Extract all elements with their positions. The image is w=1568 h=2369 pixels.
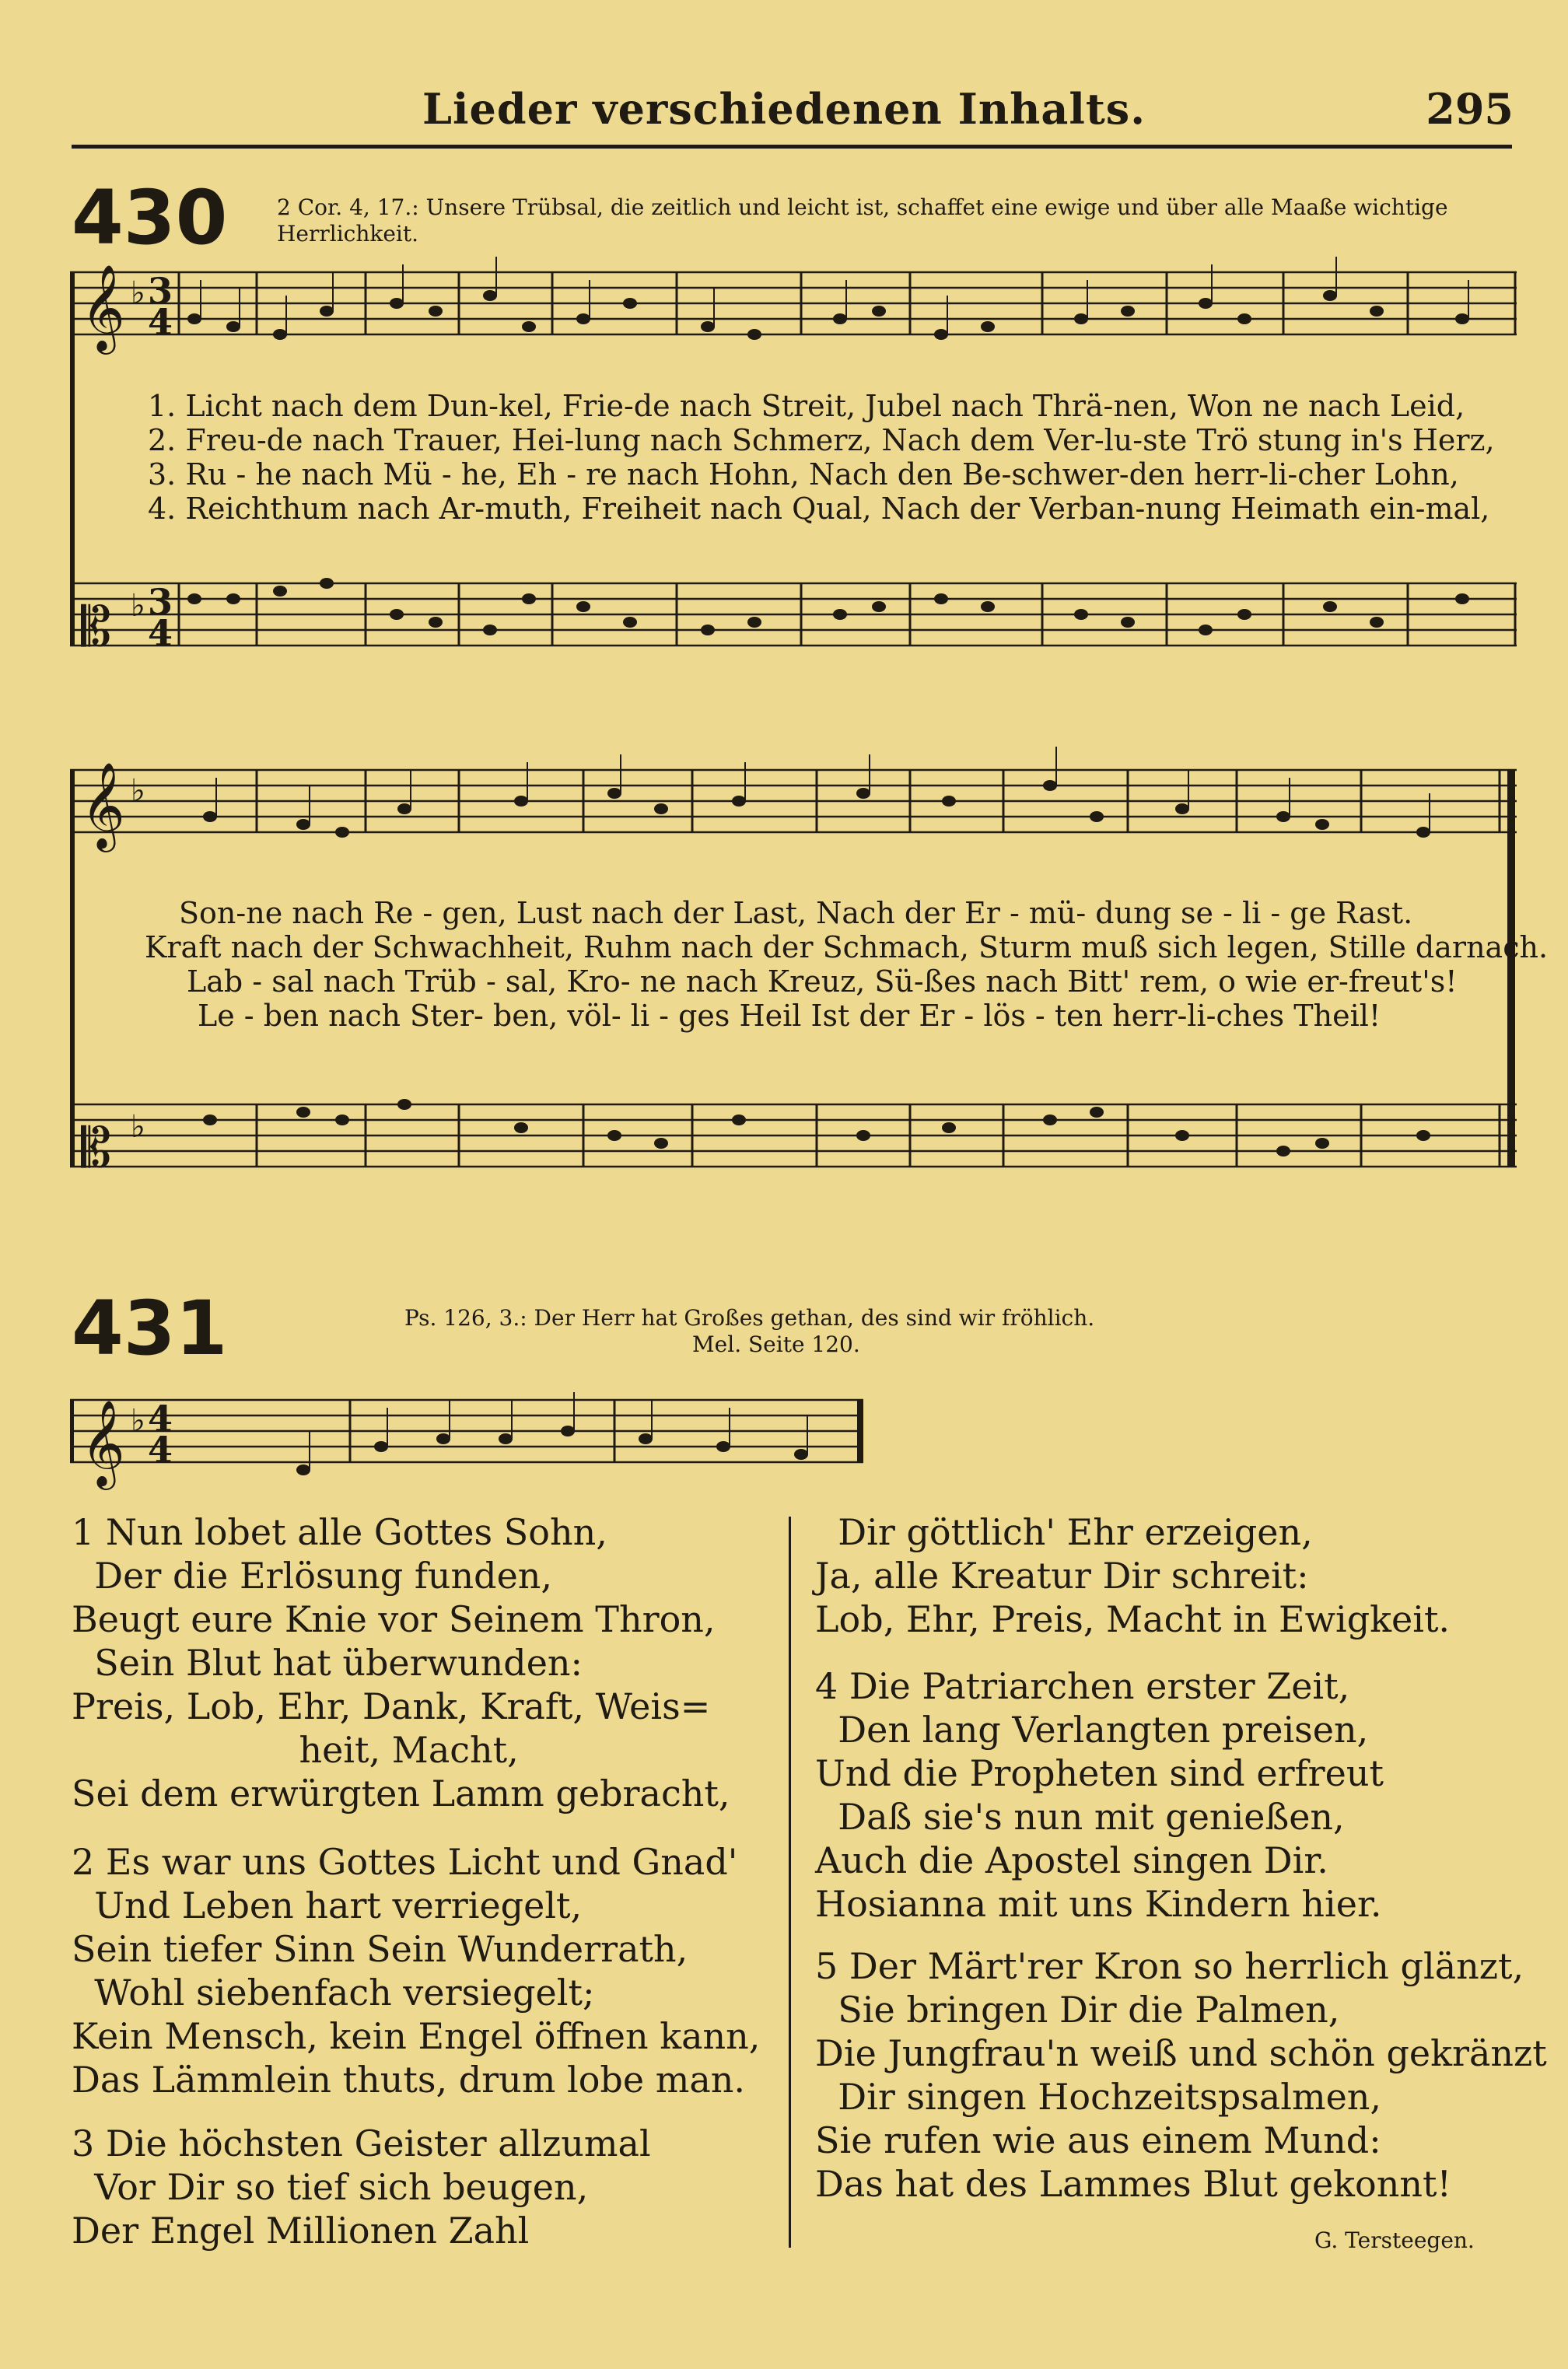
hymn-431-verse-3-continued: Dir göttlich' Ehr erzeigen, Ja, alle Kreatur Dir schreit: Lob, Ehr, Preis, Macht in Ewigkeit. bbox=[815, 1511, 1451, 1640]
svg-text:♭: ♭ bbox=[131, 1403, 145, 1439]
hymn-430-refrain-line-1: Son-ne nach Re - gen, Lust nach der Last, Nach der Er - mü- dung se - li - ge Rast. bbox=[179, 896, 1413, 930]
running-header-title: Lieder verschiedenen Inhalts. bbox=[422, 84, 1146, 134]
svg-text:𝄡: 𝄡 bbox=[81, 595, 112, 659]
hymn-431-author: G. Tersteegen. bbox=[1314, 2227, 1475, 2253]
hymn-430-refrain-line-3: Lab - sal nach Trüb - sal, Kro- ne nach Kreuz, Sü-ßes nach Bitt' rem, o wie er-freut's! bbox=[187, 964, 1458, 999]
svg-text:4: 4 bbox=[148, 1398, 173, 1440]
hymn-430-lyrics-line-2: 2. Freu-de nach Trauer, Hei-lung nach Schmerz, Nach dem Ver-lu-ste Trö stung in's Herz, bbox=[148, 423, 1495, 457]
hymn-431-verse-2: 2 Es war uns Gottes Licht und Gnad' Und Leben hart verriegelt, Sein tiefer Sinn Sein Wunderrath, Wohl siebenfach versiegelt; Kein Mensch, kein Engel öffnen kann, Das Lämmlein thuts, drum lobe man. bbox=[72, 1841, 761, 2101]
hymn-431-epigraph: Ps. 126, 3.: Der Herr hat Großes gethan, des sind wir fröhlich. bbox=[404, 1305, 1095, 1331]
hymn-431-incipit-staff bbox=[70, 1369, 871, 1501]
hymn-430-refrain-line-4: Le - ben nach Ster- ben, völ- li - ges Heil Ist der Er - lös - ten herr-li-ches Theil! bbox=[198, 999, 1381, 1033]
svg-text:4: 4 bbox=[148, 301, 173, 343]
page-number: 295 bbox=[1426, 84, 1514, 134]
hymn-430-lyrics-line-4: 4. Reichthum nach Ar-muth, Freiheit nach Qual, Nach der Verban-nung Heimath ein-mal, bbox=[148, 492, 1490, 526]
svg-text:3: 3 bbox=[148, 581, 173, 623]
hymn-431-verse-3: 3 Die höchsten Geister allzumal Vor Dir so tief sich beugen, Der Engel Millionen Zahl bbox=[72, 2122, 651, 2252]
hymn-430-lyrics-line-3: 3. Ru - he nach Mü - he, Eh - re nach Hohn, Nach den Be-schwer-den herr-li-cher Lohn, bbox=[148, 457, 1459, 492]
svg-text:𝄡: 𝄡 bbox=[81, 1116, 112, 1180]
column-divider bbox=[789, 1517, 791, 2248]
svg-text:4: 4 bbox=[148, 1429, 173, 1471]
hymn-number-430: 430 bbox=[72, 174, 228, 261]
hymn-430-refrain-line-2: Kraft nach der Schwachheit, Ruhm nach der Schmach, Sturm muß sich legen, Stille darnach. bbox=[145, 930, 1549, 964]
svg-text:♭: ♭ bbox=[131, 275, 145, 311]
svg-text:4: 4 bbox=[148, 612, 173, 654]
hymn-number-431: 431 bbox=[72, 1285, 228, 1372]
svg-text:3: 3 bbox=[148, 270, 173, 312]
svg-text:𝄞: 𝄞 bbox=[81, 1399, 125, 1486]
svg-text:𝄞: 𝄞 bbox=[81, 761, 125, 849]
hymn-431-verse-1: 1 Nun lobet alle Gottes Sohn, Der die Erlösung funden, Beugt eure Knie vor Seinem Thron, Sein Blut hat überwunden: Preis, Lob, Ehr, Dank, Kraft, Weis= heit, Macht, Sei dem erwürgten Lamm gebracht, bbox=[72, 1511, 730, 1814]
hymn-431-verse-5: 5 Der Märt'rer Kron so herrlich glänzt, Sie bringen Dir die Palmen, Die Jungfrau'n weiß und schön gekränzt Dir singen Hochzeitspsalmen, Sie rufen wie aus einem Mund: Das hat des Lammes Blut gekonnt! bbox=[815, 1945, 1547, 2205]
hymn-431-melody-reference: Mel. Seite 120. bbox=[692, 1331, 860, 1357]
svg-text:♭: ♭ bbox=[131, 773, 145, 809]
hymn-430-epigraph: 2 Cor. 4, 17.: Unsere Trübsal, die zeitlich und leicht ist, schaffet eine ewige und über alle Maaße wichtige Herrlichkeit. bbox=[277, 194, 1448, 247]
header-rule bbox=[72, 145, 1512, 149]
svg-text:♭: ♭ bbox=[131, 588, 145, 624]
hymn-430-lyrics-line-1: 1. Licht nach dem Dun-kel, Frie-de nach Streit, Jubel nach Thrä-nen, Won ne nach Leid, bbox=[148, 389, 1465, 423]
svg-text:♭: ♭ bbox=[131, 1109, 145, 1145]
hymn-431-verse-4: 4 Die Patriarchen erster Zeit, Den lang Verlangten preisen, Und die Propheten sind erfreut Daß sie's nun mit genießen, Auch die Apostel singen Dir. Hosianna mit uns Kindern hier. bbox=[815, 1665, 1384, 1925]
svg-text:𝄞: 𝄞 bbox=[81, 264, 125, 351]
